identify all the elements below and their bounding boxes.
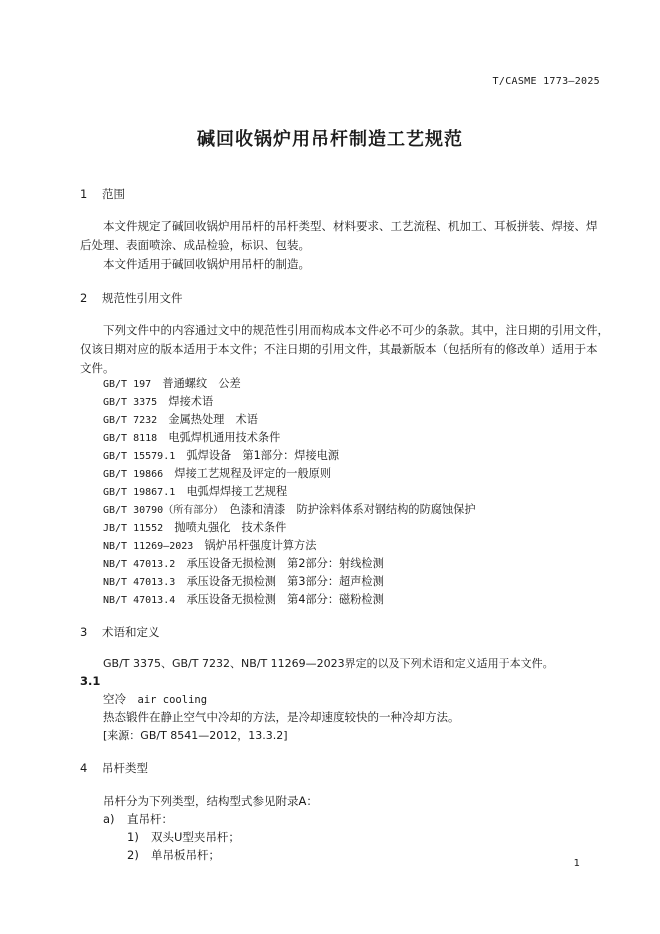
list-item-a-text: 直吊杆： xyxy=(127,812,173,826)
reference-name: 金属热处理 术语 xyxy=(168,413,258,426)
sub-list-item-1-label: 1) xyxy=(127,830,139,844)
reference-item xyxy=(103,447,339,463)
reference-item xyxy=(103,393,213,409)
reference-code: NB/T 47013.3 xyxy=(103,577,176,588)
reference-name: 抛喷丸强化 技术条件 xyxy=(174,521,287,534)
section-2-heading xyxy=(80,290,183,306)
reference-code: GB/T 3375 xyxy=(103,397,158,408)
section-3-heading xyxy=(80,624,160,640)
reference-item xyxy=(103,591,384,607)
section-2-para-line1: 下列文件中的内容通过文中的规范性引用而构成本文件必不可少的条款。其中，注日期的引用文件， xyxy=(103,323,609,337)
reference-code: GB/T 15579.1 xyxy=(103,451,176,462)
term-number: 3.1 xyxy=(80,674,101,688)
section-1-title: 范围 xyxy=(102,187,125,201)
sub-list-item-1 xyxy=(127,828,240,847)
document-title: 碱回收锅炉用吊杆制造工艺规范 xyxy=(197,129,463,150)
section-3-intro: GB/T 3375、GB/T 7232、NB/T 11269—2023界定的以及下列术语和定义适用于本文件。 xyxy=(103,657,554,670)
section-2-title: 规范性引用文件 xyxy=(102,291,183,305)
reference-code: GB/T 197 xyxy=(103,379,152,390)
reference-item xyxy=(103,411,258,427)
reference-name: 普通螺纹 公差 xyxy=(162,377,241,390)
standard-number: T/CASME 1773—2025 xyxy=(492,76,600,87)
term-chinese: 空冷 xyxy=(103,692,126,706)
reference-item xyxy=(103,501,476,517)
section-3-number: 3 xyxy=(80,625,88,639)
section-3-title: 术语和定义 xyxy=(102,625,160,639)
reference-name: 承压设备无损检测 第4部分：磁粉检测 xyxy=(186,593,384,606)
term-heading xyxy=(103,690,207,710)
section-1-para1-line1: 本文件规定了碱回收锅炉用吊杆的吊杆类型、材料要求、工艺流程、机加工、耳板拼装、焊接、焊 xyxy=(103,219,598,233)
reference-name: 承压设备无损检测 第2部分：射线检测 xyxy=(186,557,384,570)
section-1-para2: 本文件适用于碱回收锅炉用吊杆的制造。 xyxy=(103,257,310,271)
reference-name: 电弧焊焊接工艺规程 xyxy=(186,485,288,498)
reference-item xyxy=(103,429,280,445)
reference-name: 锅炉吊杆强度计算方法 xyxy=(204,539,317,552)
section-4-number: 4 xyxy=(80,761,88,775)
section-1-heading xyxy=(80,186,125,202)
reference-name: 焊接术语 xyxy=(168,395,214,408)
reference-name: 焊接工艺规程及评定的一般原则 xyxy=(174,467,332,480)
reference-item xyxy=(103,537,316,553)
section-1-para1-line2: 后处理、表面喷涂、成品检验，标识、包装。 xyxy=(80,238,310,252)
reference-code: GB/T 19867.1 xyxy=(103,487,176,498)
reference-code: JB/T 11552 xyxy=(103,523,164,534)
reference-code: GB/T 8118 xyxy=(103,433,158,444)
reference-code: NB/T 47013.2 xyxy=(103,559,176,570)
term-source: [来源：GB/T 8541—2012，13.3.2] xyxy=(103,729,288,742)
section-1-number: 1 xyxy=(80,187,88,201)
section-2-number: 2 xyxy=(80,291,88,305)
term-definition: 热态锻件在静止空气中冷却的方法，是冷却速度较快的一种冷却方法。 xyxy=(103,710,460,724)
sub-list-item-2-label: 2) xyxy=(127,848,139,862)
reference-name: 承压设备无损检测 第3部分：超声检测 xyxy=(186,575,384,588)
reference-name: 色漆和清漆 防护涂料体系对钢结构的防腐蚀保护 xyxy=(229,503,476,516)
section-4-intro: 吊杆分为下列类型，结构型式参见附录A： xyxy=(103,794,318,808)
reference-item xyxy=(103,483,287,499)
term-english: air cooling xyxy=(137,694,208,706)
reference-code: NB/T 11269—2023 xyxy=(103,541,194,552)
reference-item xyxy=(103,465,331,481)
section-4-heading xyxy=(80,760,148,776)
list-item-a xyxy=(103,810,173,829)
sub-list-item-2 xyxy=(127,846,220,865)
sub-list-item-1-text: 双头U型夹吊杆； xyxy=(151,830,240,844)
reference-code: GB/T 19866 xyxy=(103,469,164,480)
reference-item xyxy=(103,573,384,589)
list-item-a-label: a) xyxy=(103,812,115,826)
reference-item xyxy=(103,555,384,571)
section-4-title: 吊杆类型 xyxy=(102,761,148,775)
reference-name: 弧焊设备 第1部分：焊接电源 xyxy=(186,449,340,462)
reference-code: GB/T 7232 xyxy=(103,415,158,426)
section-2-para-line3: 文件。 xyxy=(80,361,115,375)
sub-list-item-2-text: 单吊板吊杆； xyxy=(151,848,220,862)
section-2-para-line2: 仅该日期对应的版本适用于本文件；不注日期的引用文件，其最新版本（包括所有的修改单）适用于本 xyxy=(80,342,598,356)
reference-name: 电弧焊机通用技术条件 xyxy=(168,431,281,444)
reference-code: GB/T 30790（所有部分） xyxy=(103,505,219,516)
reference-item xyxy=(103,519,286,535)
page-number: 1 xyxy=(573,858,580,869)
reference-item xyxy=(103,375,241,391)
reference-code: NB/T 47013.4 xyxy=(103,595,176,606)
